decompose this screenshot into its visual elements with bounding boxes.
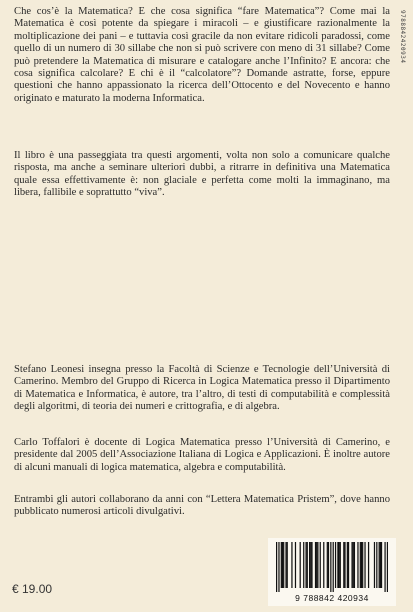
authors-collaboration-note: Entrambi gli autori collaborano da anni con “Lettera Matematica Pristem”, dove hanno pubblicato numerosi articoli divulgativi. [14,494,390,518]
barcode-bar [310,542,311,588]
barcode-bar [291,542,292,588]
barcode-bar [317,542,318,588]
barcode-bar [337,542,338,588]
barcode-bar [328,542,329,588]
barcode-bar [381,542,382,588]
barcode-bar [311,542,312,588]
barcode-bar [287,542,288,588]
barcode-bar [315,542,316,588]
barcode-bar [361,542,362,588]
barcode-bar [303,542,304,588]
barcode [268,538,396,606]
barcode-bar [347,542,348,588]
barcode-bar [348,542,349,588]
barcode-bar [278,542,279,592]
barcode-bar [338,542,339,588]
barcode-bar [305,542,306,588]
barcode-bar [281,542,282,588]
isbn-vertical-text: 9788842420934 [399,10,406,64]
barcode-bar [300,542,301,588]
barcode-bar [360,542,361,588]
barcode-bars [276,542,388,592]
barcode-bar [344,542,345,588]
barcode-bar [379,542,380,588]
barcode-bar [295,542,296,588]
barcode-bar [276,542,277,592]
barcode-bar [384,542,385,592]
barcode-bar [376,542,377,588]
barcode-bar [309,542,310,588]
barcode-bar [374,542,375,588]
barcode-bar [351,542,352,588]
barcode-bar [354,542,355,588]
author-bio-leonesi: Stefano Leonesi insegna presso la Facoltà di Scienze e Tecnologie dell’Università di Camerino. Membro del Gruppo di Ricerca in Logica Matematica presso il Dipartimento di Matematica e Informatica, è autore, tra l’altro, di testi di computabilità e complessità degli algoritmi, di teoria dei numeri e crittografia, e di algebra. [14,364,390,413]
barcode-bar [307,542,308,588]
author-bio-toffalori: Carlo Toffalori è docente di Logica Matematica presso l’Università di Camerino, e presidente dal 2005 dell’Associazione Italiana di Logica e Applicazioni. È inoltre autore di alcuni manuali di logica matematica, algebra e computabilità. [14,437,390,473]
barcode-bar [320,542,321,588]
barcode-bar [330,542,331,592]
barcode-bar [343,542,344,588]
barcode-bar [283,542,284,588]
barcode-bar [362,542,363,588]
barcode-bar [282,542,283,588]
barcode-bar [380,542,381,588]
barcode-bar [323,542,324,588]
barcode-bar [327,542,328,588]
barcode-bar [285,542,286,588]
barcode-bar [316,542,317,588]
barcode-bar [357,542,358,588]
book-description: Che cos’è la Matematica? E che cosa significa “fare Matematica”? Come mai la Matematica è così potente da spiegare i miracoli – e giustificare razionalmente la moltiplicazione dei pani – e tuttavia così gracile da non evitare ridicoli paradossi, come quello di un numero di 30 sillabe che non si può scrivere con meno di 31 sillabe? Come può pretendere la Matematica di misurare e catalogare anche l’Infinito? E ancora: che cosa significa calcolare? E chi è il “calcolatore”? Domande astratte, forse, eppure questioni che hanno appassionato la ricerca dell’Ottocento e del Novecento e hanno originato e maturato la moderna Informatica. [14,6,390,104]
barcode-bar [353,542,354,588]
barcode-bar [364,542,365,588]
barcode-bar [335,542,336,588]
book-description-continued: Il libro è una passeggiata tra questi argomenti, volta non solo a comunicare qualche risposta, ma anche a seminare ulteriori dubbi, a ritrarre in definitiva una Matematica quale essa effettivamente è: non glaciale e perfetta come molti la immaginano, ma libera, fallibile e soprattutto “viva”. [14,150,390,199]
barcode-bar [340,542,341,588]
price-label: € 19.00 [12,582,53,596]
barcode-bar [368,542,369,588]
barcode-bar [333,542,334,592]
barcode-number: 9 788842 420934 [295,593,369,603]
barcode-bar [387,542,388,592]
